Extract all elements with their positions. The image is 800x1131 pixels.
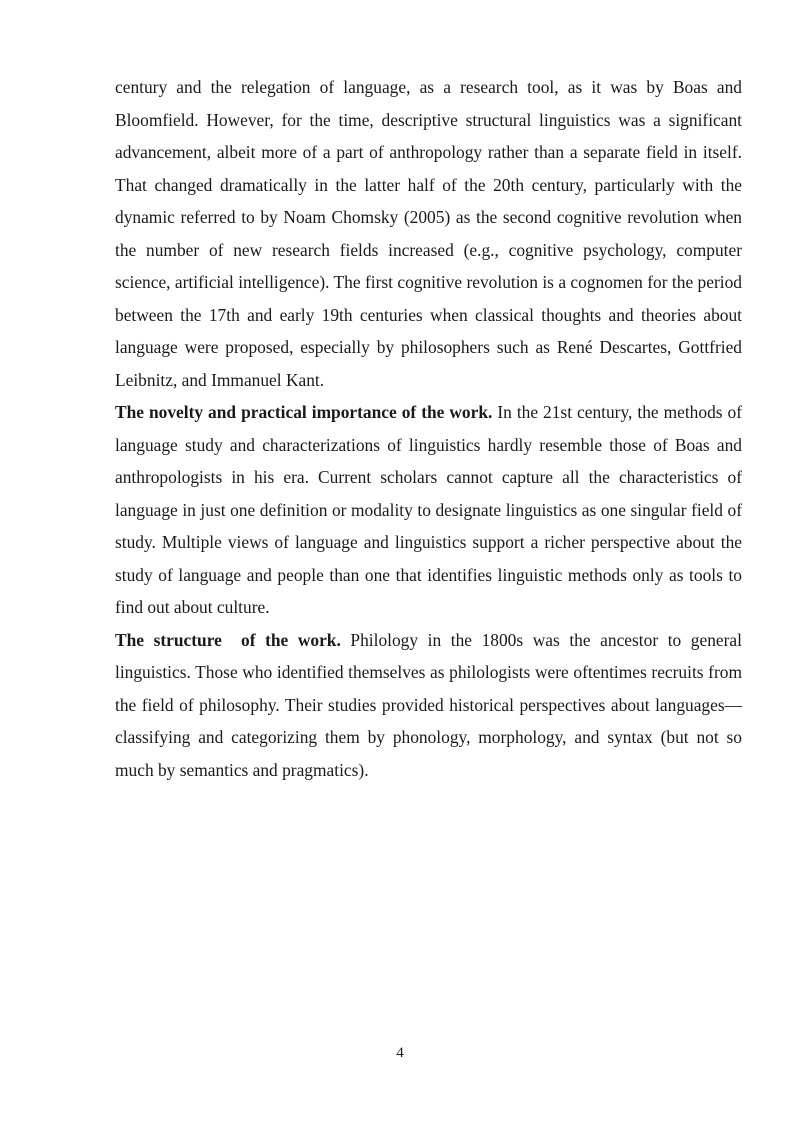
paragraph-text: century and the relegation of language, as a research tool, as it was by Boas and Bloomfield. However, for the time, descriptive structural linguistics was a significant advancement, albeit more of a part of anthropology rather than a separate field in itself. That changed dramatically in the latter half of the 20th century, particularly with the dynamic referred to by Noam Chomsky (2005) as the second cognitive revolution when the number of new research fields increased (e.g., cognitive psychology, computer science, artificial intelligence). The first cognitive revolution is a cognomen for the period between the 17th and early 19th centuries when classical thoughts and theories about language were proposed, especially by philosophers such as René Descartes, Gottfried Leibnitz, and Immanuel Kant. <box>115 77 742 390</box>
paragraph-text: In the 21st century, the methods of language study and characterizations of linguistics hardly resemble those of Boas and anthropologists in his era. Current scholars cannot capture all the characteristics of language in just one definition or modality to designate linguistics as one singular field of study. Multiple views of language and linguistics support a richer perspective about the study of language and people than one that identifies linguistic methods only as tools to find out about culture. <box>115 402 742 617</box>
paragraph-heading-novelty: The novelty and practical importance of the work. <box>115 402 493 422</box>
paragraph-novelty <box>115 396 742 624</box>
body-text <box>115 71 742 786</box>
paragraph-continued <box>115 71 742 396</box>
paragraph-structure <box>115 624 742 787</box>
paragraph-text: Philology in the 1800s was the ancestor to general linguistics. Those who identified themselves as philologists were oftentimes recruits from the field of philosophy. Their studies provided historical perspectives about languages—classifying and categorizing them by phonology, morphology, and syntax (but not so much by semantics and pragmatics). <box>115 629 742 780</box>
page-number: 4 <box>396 1045 404 1061</box>
paragraph-heading-structure: The structure of the work. <box>115 629 341 650</box>
